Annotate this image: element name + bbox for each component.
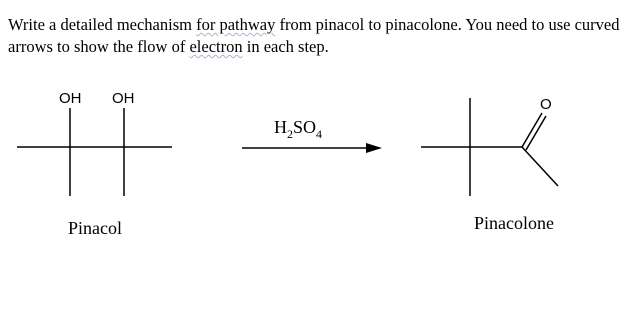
question-part-2: from pinacol to pinacolone. You need to use curved arrows to show the flow of (8, 15, 620, 56)
spelling-flag-electron: electron (189, 37, 243, 56)
pinacolone-oxygen-label: O (540, 96, 552, 113)
reagent-so: SO (293, 117, 317, 137)
question-part-1: Write a detailed mechanism (8, 15, 197, 34)
arrow-head-icon (366, 143, 382, 153)
pinacol-name: Pinacol (68, 218, 122, 238)
pinacol-oh-right-label: OH (112, 90, 135, 107)
reaction-arrow (242, 143, 382, 153)
reagent-subscript-2: 2 (287, 127, 293, 141)
reagent-h: H (274, 117, 287, 137)
reagent-formula (274, 117, 322, 141)
spelling-flag-for-pathway: for pathway (196, 15, 276, 34)
pinacolone-methyl-bond (522, 147, 558, 186)
pinacolone-carbonyl-bond-1 (522, 113, 542, 147)
pinacol-structure (17, 108, 172, 196)
pinacolone-name: Pinacolone (474, 213, 554, 233)
pinacolone-structure (421, 98, 558, 196)
pinacolone-carbonyl-bond-2 (526, 116, 546, 150)
pinacol-oh-left-label: OH (59, 90, 82, 107)
question-part-3: in each step. (242, 37, 329, 56)
reagent-subscript-4: 4 (316, 127, 323, 141)
